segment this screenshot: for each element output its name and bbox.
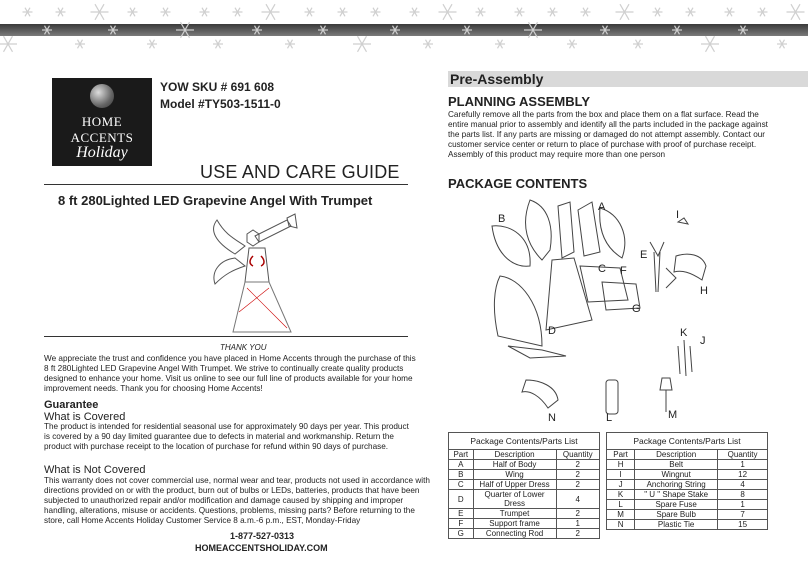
cell-part: H xyxy=(607,460,635,470)
cell-description: Quarter of Lower Dress xyxy=(473,490,556,509)
table-row xyxy=(607,510,768,520)
snowflake-icon xyxy=(567,40,577,49)
snowflake-banner xyxy=(0,0,808,62)
cell-description: Plastic Tie xyxy=(635,520,718,530)
table-row xyxy=(607,460,768,470)
snowflake-icon xyxy=(653,8,663,17)
snowflake-icon xyxy=(581,8,591,17)
snowflake-icon xyxy=(338,8,348,17)
column-header-description: Description xyxy=(473,450,556,460)
diagram-label-h: H xyxy=(700,285,708,297)
snowflake-icon xyxy=(439,4,457,20)
illustration-divider xyxy=(44,336,408,337)
parts-list-caption-left: Package Contents/Parts List xyxy=(448,432,600,449)
cell-description: Anchoring String xyxy=(635,480,718,490)
table-row xyxy=(449,480,600,490)
logo-text-holiday: Holiday xyxy=(76,144,128,161)
diagram-label-c: C xyxy=(598,263,606,275)
planning-assembly-heading: PLANNING ASSEMBLY xyxy=(448,94,591,109)
snowflake-icon xyxy=(128,8,138,17)
cell-part: F xyxy=(449,519,474,529)
logo-text-home: HOME xyxy=(81,114,123,129)
snowflake-icon xyxy=(285,40,295,49)
snowflake-icon xyxy=(787,4,805,20)
cell-quantity: 12 xyxy=(718,470,768,480)
cell-quantity: 4 xyxy=(556,490,599,509)
cell-description: " U " Shape Stake xyxy=(635,490,718,500)
what-is-not-covered-heading: What is Not Covered xyxy=(44,464,146,476)
snowflake-icon xyxy=(305,8,315,17)
diagram-label-n: N xyxy=(548,412,556,424)
cell-quantity: 8 xyxy=(718,490,768,500)
column-header-description: Description xyxy=(635,450,718,460)
what-is-covered-heading: What is Covered xyxy=(44,411,126,423)
product-title: 8 ft 280Lighted LED Grapevine Angel With Trumpet xyxy=(58,193,373,208)
cell-description: Trumpet xyxy=(473,509,556,519)
website-link[interactable]: HOMEACCENTSHOLIDAY.COM xyxy=(195,543,328,553)
snowflake-icon xyxy=(725,8,735,17)
guide-title: USE AND CARE GUIDE xyxy=(200,162,400,182)
cell-description: Connecting Rod xyxy=(473,529,556,539)
snowflake-icon xyxy=(147,40,157,49)
diagram-label-i: I xyxy=(676,209,680,221)
diagram-label-a: A xyxy=(598,201,606,213)
cell-quantity: 2 xyxy=(556,509,599,519)
snowflake-icon xyxy=(23,8,33,17)
title-divider xyxy=(44,184,408,185)
cell-quantity: 2 xyxy=(556,460,599,470)
snowflake-icon xyxy=(200,8,210,17)
table-row xyxy=(607,490,768,500)
table-row xyxy=(607,500,768,510)
snowflake-icon xyxy=(91,4,109,20)
parts-list-caption-right: Package Contents/Parts List xyxy=(606,432,768,449)
snowflake-icon xyxy=(213,40,223,49)
diagram-label-g: G xyxy=(632,303,641,315)
snowflake-icon xyxy=(476,8,486,17)
column-header-part: Part xyxy=(607,450,635,460)
parts-list-table-left xyxy=(448,432,600,539)
diagram-label-b: B xyxy=(498,213,506,225)
angel-illustration xyxy=(195,212,315,340)
cell-description: Support frame xyxy=(473,519,556,529)
cell-part: L xyxy=(607,500,635,510)
snowflake-icon xyxy=(686,8,696,17)
table-row xyxy=(449,470,600,480)
cell-quantity: 1 xyxy=(718,500,768,510)
cell-description: Spare Fuse xyxy=(635,500,718,510)
cell-part: B xyxy=(449,470,474,480)
parts-diagram xyxy=(470,196,730,426)
cell-part: E xyxy=(449,509,474,519)
cell-quantity: 1 xyxy=(556,519,599,529)
snowflake-icon xyxy=(616,4,634,20)
thank-you-label: THANK YOU xyxy=(220,343,267,352)
diagram-label-l: L xyxy=(606,412,613,424)
cell-part: D xyxy=(449,490,474,509)
guarantee-heading: Guarantee xyxy=(44,399,99,411)
model-number: Model #TY503-1511-0 xyxy=(160,97,281,111)
table-row xyxy=(449,460,600,470)
cell-part: J xyxy=(607,480,635,490)
snowflake-icon xyxy=(495,40,505,49)
cell-part: C xyxy=(449,480,474,490)
table-row xyxy=(607,480,768,490)
snowflake-icon xyxy=(423,40,433,49)
logo-text-accents: ACCENTS xyxy=(70,130,134,145)
table-row xyxy=(607,470,768,480)
cell-description: Half of Upper Dress xyxy=(473,480,556,490)
cell-part: N xyxy=(607,520,635,530)
snowflake-icon xyxy=(353,36,371,52)
cell-part: M xyxy=(607,510,635,520)
diagram-label-j: J xyxy=(700,335,706,347)
diagram-label-m: M xyxy=(668,409,678,421)
diagram-label-e: E xyxy=(640,249,648,261)
snowflake-icon xyxy=(233,8,243,17)
snowflake-icon xyxy=(56,8,66,17)
diagram-label-f: F xyxy=(620,265,627,277)
cell-part: I xyxy=(607,470,635,480)
home-accents-holiday-logo xyxy=(52,78,152,166)
ornament-icon xyxy=(90,84,114,108)
cell-part: K xyxy=(607,490,635,500)
snowflake-icon xyxy=(371,8,381,17)
cell-quantity: 4 xyxy=(718,480,768,490)
table-row xyxy=(449,529,600,539)
snowflake-icon xyxy=(777,40,787,49)
snowflake-icon xyxy=(548,8,558,17)
sku-number: YOW SKU # 691 608 xyxy=(160,80,275,94)
customer-service-phone[interactable]: 1-877-527-0313 xyxy=(230,531,295,541)
table-row xyxy=(449,509,600,519)
planning-paragraph: Carefully remove all the parts from the box and place them on a flat surface. Read the entire manual prior to assembly and identify all the parts included in the package against the parts list. If any parts are missing or damaged do not attempt assembly. Contact our customer service center or return to place of purchase with proof of purchase receipt. Assembly of this product may require more than one person xyxy=(448,110,768,159)
cell-description: Wingnut xyxy=(635,470,718,480)
cell-quantity: 2 xyxy=(556,480,599,490)
diagram-label-k: K xyxy=(680,327,688,339)
not-covered-paragraph: This warranty does not cover commercial use, normal wear and tear, products not used in accordance with directions provided on or with the product, burn out of bulbs or LEDs, batteries, products that have been subjected to unauthorized repair and/or modification and damage caused by shipping and improper handling, alterations, misuse or accidents. Questions, problems, missing parts? Before returning to the store, call Home Accents Holiday Customer Service 8 a.m.-6 p.m., EST, Monday-Friday xyxy=(44,476,430,525)
snowflake-icon xyxy=(161,8,171,17)
cell-quantity: 1 xyxy=(718,460,768,470)
covered-paragraph: The product is intended for residential seasonal use for approximately 90 days per year. This product is covered by a 90 day limited guarantee due to defects in material and workmanship. Return the product with purchase receipt to the location of purchase for refund within 90 days of purchase. xyxy=(44,422,409,451)
diagram-label-d: D xyxy=(548,325,556,337)
snowflake-icon xyxy=(515,8,525,17)
column-header-quantity: Quantity xyxy=(556,450,599,460)
table-row xyxy=(449,490,600,509)
cell-quantity: 7 xyxy=(718,510,768,520)
cell-part: G xyxy=(449,529,474,539)
snowflake-icon xyxy=(262,4,280,20)
cell-description: Half of Body xyxy=(473,460,556,470)
intro-paragraph: We appreciate the trust and confidence you have placed in Home Accents through the purchase of this 8 ft 280Lighted LED Grapevine Angel With Trumpet. We strive to continually create quality products designed to enhance your home. Visit us online to see our full line of products available for your home improvement needs. Thank you for choosing Home Accents! xyxy=(44,354,416,393)
snowflake-icon xyxy=(758,8,768,17)
cell-quantity: 2 xyxy=(556,470,599,480)
snowflake-icon xyxy=(701,36,719,52)
snowflake-icon xyxy=(633,40,643,49)
cell-description: Spare Bulb xyxy=(635,510,718,520)
cell-description: Wing xyxy=(473,470,556,480)
snowflake-icon xyxy=(410,8,420,17)
pre-assembly-heading: Pre-Assembly xyxy=(448,71,808,87)
table-row xyxy=(607,520,768,530)
snowflake-icon xyxy=(0,36,17,52)
parts-list-table-right xyxy=(606,432,768,530)
cell-quantity: 15 xyxy=(718,520,768,530)
snowflake-icon xyxy=(75,40,85,49)
cell-part: A xyxy=(449,460,474,470)
table-row xyxy=(449,519,600,529)
column-header-part: Part xyxy=(449,450,474,460)
package-contents-heading: PACKAGE CONTENTS xyxy=(448,176,588,191)
cell-quantity: 2 xyxy=(556,529,599,539)
column-header-quantity: Quantity xyxy=(718,450,768,460)
cell-description: Belt xyxy=(635,460,718,470)
